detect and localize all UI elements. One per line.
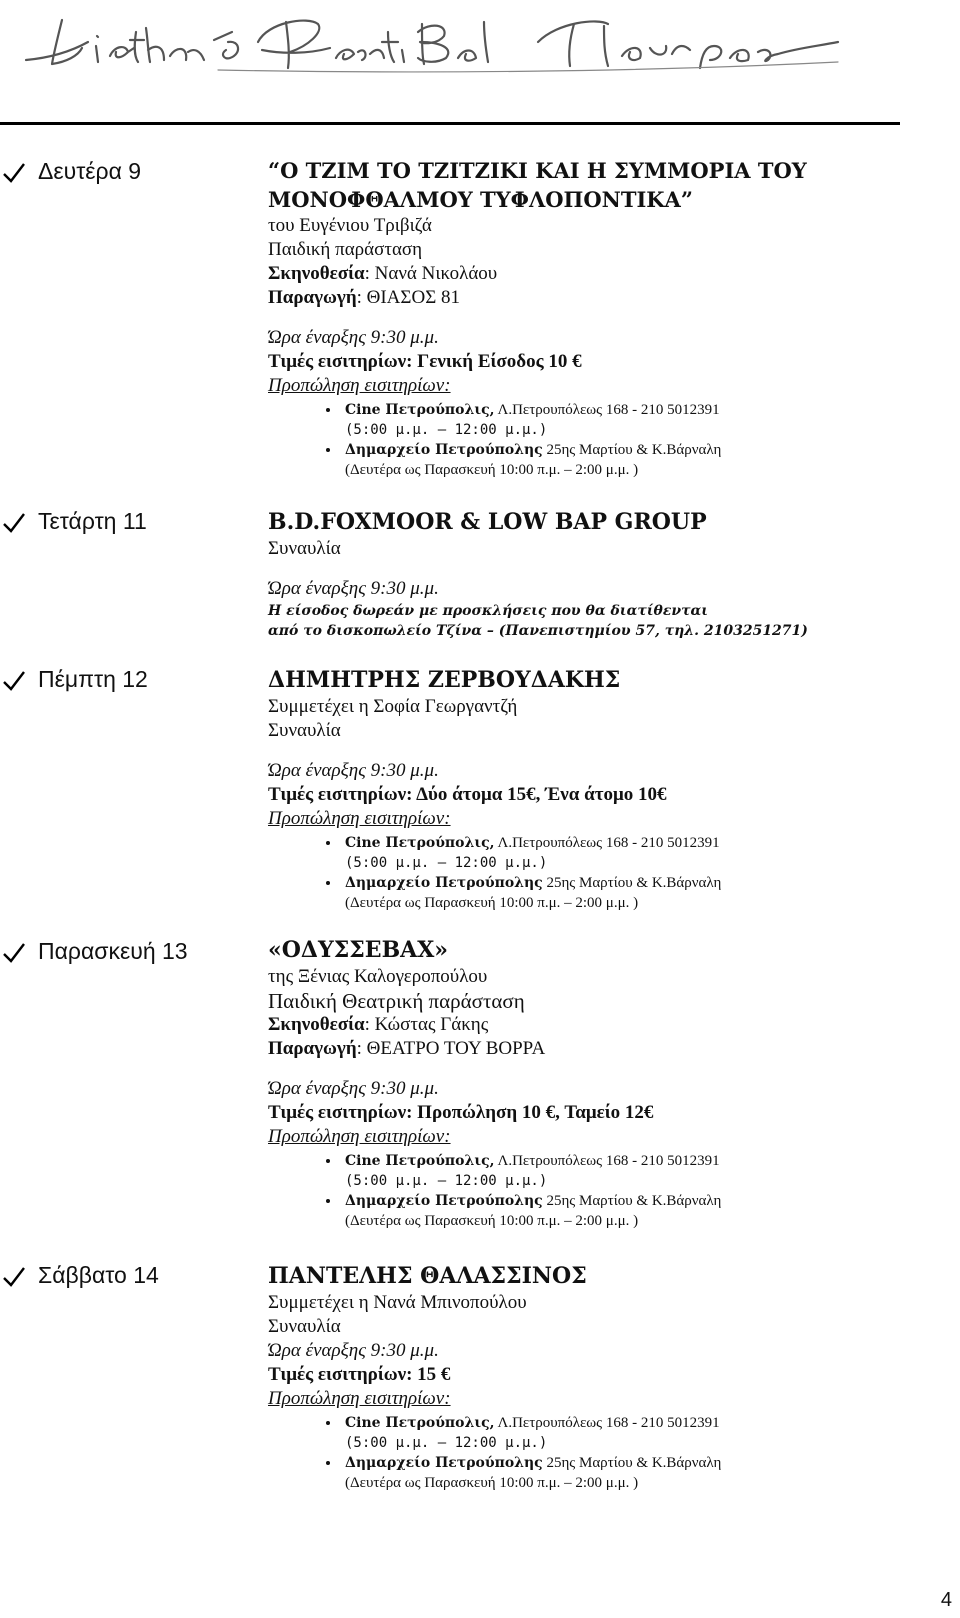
venue-address: 25ης Μαρτίου & Κ.Βάρναλη xyxy=(542,1455,722,1471)
venue-address: 25ης Μαρτίου & Κ.Βάρναλη xyxy=(542,1193,722,1209)
event-author: του Ευγένιου Τριβιζά xyxy=(268,215,432,236)
venue-name: Δημαρχείο Πετρούπολης xyxy=(345,1193,543,1209)
venue-name: Cine Πετρούπολις, xyxy=(345,835,495,851)
event-monday xyxy=(268,156,948,480)
day-label: Παρασκευή 13 xyxy=(38,938,188,964)
event-production xyxy=(268,1037,948,1061)
venue-name: Δημαρχείο Πετρούπολης xyxy=(345,875,543,891)
venue-name: Cine Πετρούπολις, xyxy=(345,1153,495,1169)
entry-note-cont: από το δισκοπωλείο Τζίνα – (Πανεπιστημίου 57, τηλ. 2103251271) xyxy=(268,623,808,639)
ticket-prices: Τιμές εισιτηρίων: Δύο άτομα 15€, Ένα άτομο 10€ xyxy=(268,784,667,805)
production-value: : ΘΕΑΤΡΟ ΤΟΥ ΒΟΡΡΑ xyxy=(356,1038,546,1059)
event-participant: Συμμετέχει η Νανά Μπινοπούλου xyxy=(268,1292,527,1313)
venue-hours: (Δευτέρα ως Παρασκευή 10:00 π.μ. – 2:00 μ.μ. ) xyxy=(345,1213,639,1229)
venue-item xyxy=(341,1151,948,1191)
start-time: Ώρα έναρξης 9:30 μ.μ. xyxy=(268,327,439,348)
venue-list xyxy=(268,1151,948,1231)
event-title: «ΟΔΥΣΣΕΒΑΧ» xyxy=(268,937,449,963)
event-production xyxy=(268,286,948,310)
ticket-prices: Τιμές εισιτηρίων: 15 € xyxy=(268,1364,451,1385)
header-rule xyxy=(0,122,900,125)
day-label: Δευτέρα 9 xyxy=(38,158,142,184)
event-title: ΠΑΝΤΕΛΗΣ ΘΑΛΑΣΣΙΝΟΣ xyxy=(268,1263,587,1289)
venue-address: Λ.Πετρουπόλεως 168 - 210 5012391 xyxy=(494,402,720,418)
venue-address: Λ.Πετρουπόλεως 168 - 210 5012391 xyxy=(494,1415,720,1431)
start-time: Ώρα έναρξης 9:30 μ.μ. xyxy=(268,760,439,781)
page-number: 4 xyxy=(940,1589,952,1611)
check-icon xyxy=(2,670,26,692)
start-time: Ώρα έναρξης 9:30 μ.μ. xyxy=(268,1340,439,1361)
venue-address: 25ης Μαρτίου & Κ.Βάρναλη xyxy=(542,442,722,458)
check-icon xyxy=(2,512,26,534)
event-type: Συναυλία xyxy=(268,720,341,741)
check-icon xyxy=(2,1266,26,1288)
venue-list xyxy=(268,400,948,480)
check-icon xyxy=(2,162,26,184)
venue-hours: (Δευτέρα ως Παρασκευή 10:00 π.μ. – 2:00 μ.μ. ) xyxy=(345,462,639,478)
venue-hours: (5:00 μ.μ. – 12:00 μ.μ.) xyxy=(345,1173,548,1189)
direction-label: Σκηνοθεσία xyxy=(268,1014,365,1035)
venue-hours: (5:00 μ.μ. – 12:00 μ.μ.) xyxy=(345,1435,548,1451)
check-icon xyxy=(2,942,26,964)
event-author: της Ξένιας Καλογεροπούλου xyxy=(268,966,488,987)
presale-heading: Προπώληση εισιτηρίων: xyxy=(268,1126,451,1147)
venue-name: Cine Πετρούπολις, xyxy=(345,402,495,418)
venue-name: Δημαρχείο Πετρούπολης xyxy=(345,442,543,458)
event-title: B.D.FOXMOOR & LOW BAP GROUP xyxy=(268,509,707,535)
start-time: Ώρα έναρξης 9:30 μ.μ. xyxy=(268,1078,439,1099)
venue-hours: (5:00 μ.μ. – 12:00 μ.μ.) xyxy=(345,422,548,438)
venue-item xyxy=(341,1453,948,1493)
venue-address: Λ.Πετρουπόλεως 168 - 210 5012391 xyxy=(494,1153,720,1169)
festival-logo xyxy=(18,2,848,84)
entry-note: Η είσοδος δωρεάν με προσκλήσεις που θα διατίθενται xyxy=(268,603,709,619)
event-title-cont: ΜΟΝΟΦΘΑΛΜΟΥ ΤΥΦΛΟΠΟΝΤΙΚΑ” xyxy=(268,187,693,212)
venue-name: Cine Πετρούπολις, xyxy=(345,1415,495,1431)
venue-list xyxy=(268,1413,948,1493)
event-direction xyxy=(268,262,948,286)
direction-value: : Νανά Νικολάου xyxy=(364,263,498,284)
event-wednesday xyxy=(268,508,948,641)
day-label: Σάββατο 14 xyxy=(38,1262,159,1288)
venue-hours: (Δευτέρα ως Παρασκευή 10:00 π.μ. – 2:00 μ.μ. ) xyxy=(345,1475,639,1491)
event-type: Παιδική παράσταση xyxy=(268,239,423,260)
event-direction xyxy=(268,1013,948,1037)
event-participant: Συμμετέχει η Σοφία Γεωργαντζή xyxy=(268,696,518,717)
event-type: Συναυλία xyxy=(268,1316,341,1337)
venue-item xyxy=(341,440,948,480)
start-time: Ώρα έναρξης 9:30 μ.μ. xyxy=(268,578,439,599)
ticket-prices: Τιμές εισιτηρίων: Προπώληση 10 €, Ταμείο 12€ xyxy=(268,1102,654,1123)
venue-item xyxy=(341,1413,948,1453)
presale-heading: Προπώληση εισιτηρίων: xyxy=(268,375,451,396)
event-saturday xyxy=(268,1262,948,1493)
venue-item xyxy=(341,873,948,913)
presale-heading: Προπώληση εισιτηρίων: xyxy=(268,1388,451,1409)
venue-name: Δημαρχείο Πετρούπολης xyxy=(345,1455,543,1471)
event-title: ΔΗΜΗΤΡΗΣ ΖΕΡΒΟΥΔΑΚΗΣ xyxy=(268,667,621,693)
production-label: Παραγωγή xyxy=(268,287,357,308)
venue-item xyxy=(341,1191,948,1231)
day-label: Τετάρτη 11 xyxy=(38,508,147,534)
venue-hours: (5:00 μ.μ. – 12:00 μ.μ.) xyxy=(345,855,548,871)
venue-address: 25ης Μαρτίου & Κ.Βάρναλη xyxy=(542,875,722,891)
event-title: “Ο ΤΖΙΜ ΤΟ ΤΖΙΤΖΙΚΙ ΚΑΙ Η ΣΥΜΜΟΡΙΑ ΤΟΥ xyxy=(268,158,807,183)
venue-address: Λ.Πετρουπόλεως 168 - 210 5012391 xyxy=(494,835,720,851)
production-value: : ΘΙΑΣΟΣ 81 xyxy=(356,287,460,308)
ticket-prices: Τιμές εισιτηρίων: Γενική Είσοδος 10 € xyxy=(268,351,582,372)
event-thursday xyxy=(268,666,948,913)
direction-value: : Κώστας Γάκης xyxy=(364,1014,489,1035)
production-label: Παραγωγή xyxy=(268,1038,357,1059)
venue-item xyxy=(341,400,948,440)
event-type: Παιδική Θεατρική παράσταση xyxy=(268,989,525,1013)
direction-label: Σκηνοθεσία xyxy=(268,263,365,284)
venue-list xyxy=(268,833,948,913)
venue-item xyxy=(341,833,948,873)
day-label: Πέμπτη 12 xyxy=(38,666,148,692)
event-friday xyxy=(268,936,948,1231)
event-type: Συναυλία xyxy=(268,538,341,559)
presale-heading: Προπώληση εισιτηρίων: xyxy=(268,808,451,829)
venue-hours: (Δευτέρα ως Παρασκευή 10:00 π.μ. – 2:00 μ.μ. ) xyxy=(345,895,639,911)
